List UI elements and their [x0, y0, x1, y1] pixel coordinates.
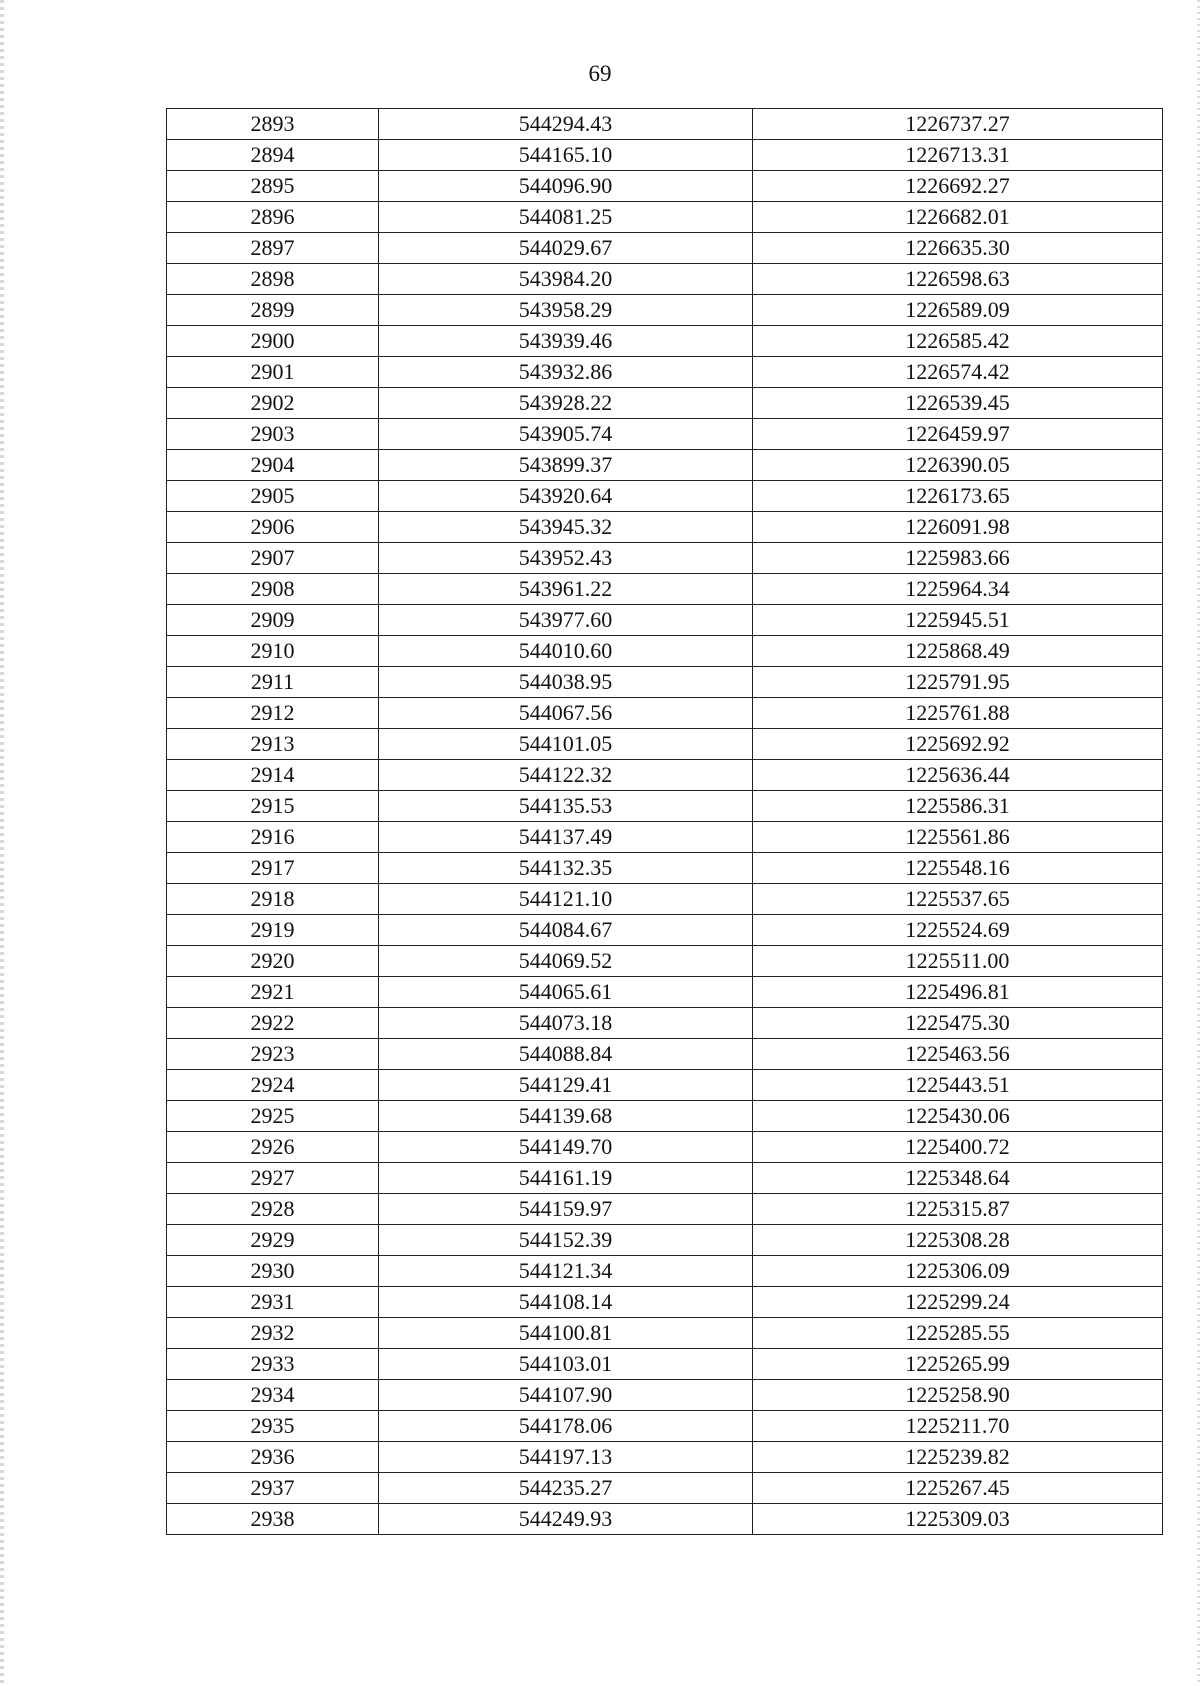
point-number-cell: 2896: [167, 202, 379, 233]
point-number-cell: 2905: [167, 481, 379, 512]
x-coordinate-cell: 544010.60: [379, 636, 753, 667]
table-row: [167, 357, 1163, 388]
point-number-cell: 2898: [167, 264, 379, 295]
table-row: [167, 109, 1163, 140]
x-coordinate-cell: 544294.43: [379, 109, 753, 140]
table-row: [167, 1163, 1163, 1194]
x-coordinate-cell: 544029.67: [379, 233, 753, 264]
point-number-cell: 2933: [167, 1349, 379, 1380]
x-coordinate-cell: 544103.01: [379, 1349, 753, 1380]
y-coordinate-cell: 1226737.27: [753, 109, 1163, 140]
point-number-cell: 2900: [167, 326, 379, 357]
table-row: [167, 202, 1163, 233]
table-row: [167, 1008, 1163, 1039]
x-coordinate-cell: 544152.39: [379, 1225, 753, 1256]
point-number-cell: 2902: [167, 388, 379, 419]
x-coordinate-cell: 544249.93: [379, 1504, 753, 1535]
table-row: [167, 388, 1163, 419]
y-coordinate-cell: 1225496.81: [753, 977, 1163, 1008]
point-number-cell: 2936: [167, 1442, 379, 1473]
x-coordinate-cell: 544132.35: [379, 853, 753, 884]
x-coordinate-cell: 543958.29: [379, 295, 753, 326]
x-coordinate-cell: 544108.14: [379, 1287, 753, 1318]
x-coordinate-cell: 543952.43: [379, 543, 753, 574]
point-number-cell: 2909: [167, 605, 379, 636]
y-coordinate-cell: 1225586.31: [753, 791, 1163, 822]
point-number-cell: 2897: [167, 233, 379, 264]
y-coordinate-cell: 1225299.24: [753, 1287, 1163, 1318]
x-coordinate-cell: 543920.64: [379, 481, 753, 512]
y-coordinate-cell: 1225430.06: [753, 1101, 1163, 1132]
table-row: [167, 729, 1163, 760]
point-number-cell: 2927: [167, 1163, 379, 1194]
point-number-cell: 2934: [167, 1380, 379, 1411]
table-row: [167, 1101, 1163, 1132]
y-coordinate-cell: 1225761.88: [753, 698, 1163, 729]
x-coordinate-cell: 544065.61: [379, 977, 753, 1008]
y-coordinate-cell: 1225983.66: [753, 543, 1163, 574]
x-coordinate-cell: 543984.20: [379, 264, 753, 295]
x-coordinate-cell: 544038.95: [379, 667, 753, 698]
x-coordinate-cell: 543928.22: [379, 388, 753, 419]
table-row: [167, 574, 1163, 605]
table-row: [167, 605, 1163, 636]
table-row: [167, 419, 1163, 450]
point-number-cell: 2895: [167, 171, 379, 202]
point-number-cell: 2931: [167, 1287, 379, 1318]
point-number-cell: 2924: [167, 1070, 379, 1101]
x-coordinate-cell: 544235.27: [379, 1473, 753, 1504]
y-coordinate-cell: 1225265.99: [753, 1349, 1163, 1380]
point-number-cell: 2915: [167, 791, 379, 822]
table-row: [167, 760, 1163, 791]
x-coordinate-cell: 544101.05: [379, 729, 753, 760]
y-coordinate-cell: 1225239.82: [753, 1442, 1163, 1473]
y-coordinate-cell: 1225463.56: [753, 1039, 1163, 1070]
x-coordinate-cell: 544121.34: [379, 1256, 753, 1287]
point-number-cell: 2912: [167, 698, 379, 729]
point-number-cell: 2918: [167, 884, 379, 915]
x-coordinate-cell: 544096.90: [379, 171, 753, 202]
table-row: [167, 1442, 1163, 1473]
y-coordinate-cell: 1226539.45: [753, 388, 1163, 419]
point-number-cell: 2907: [167, 543, 379, 574]
point-number-cell: 2899: [167, 295, 379, 326]
y-coordinate-cell: 1225348.64: [753, 1163, 1163, 1194]
point-number-cell: 2906: [167, 512, 379, 543]
x-coordinate-cell: 543939.46: [379, 326, 753, 357]
x-coordinate-cell: 544084.67: [379, 915, 753, 946]
y-coordinate-cell: 1226173.65: [753, 481, 1163, 512]
y-coordinate-cell: 1226692.27: [753, 171, 1163, 202]
y-coordinate-cell: 1225548.16: [753, 853, 1163, 884]
table-row: [167, 822, 1163, 853]
table-row: [167, 884, 1163, 915]
point-number-cell: 2908: [167, 574, 379, 605]
y-coordinate-cell: 1225964.34: [753, 574, 1163, 605]
x-coordinate-cell: 544069.52: [379, 946, 753, 977]
point-number-cell: 2926: [167, 1132, 379, 1163]
x-coordinate-cell: 544121.10: [379, 884, 753, 915]
coordinate-table-body: [167, 109, 1163, 1535]
page-number: 69: [588, 61, 612, 86]
x-coordinate-cell: 544137.49: [379, 822, 753, 853]
point-number-cell: 2913: [167, 729, 379, 760]
point-number-cell: 2920: [167, 946, 379, 977]
table-row: [167, 1504, 1163, 1535]
table-row: [167, 512, 1163, 543]
y-coordinate-cell: 1225315.87: [753, 1194, 1163, 1225]
y-coordinate-cell: 1225443.51: [753, 1070, 1163, 1101]
point-number-cell: 2937: [167, 1473, 379, 1504]
point-number-cell: 2922: [167, 1008, 379, 1039]
x-coordinate-cell: 544107.90: [379, 1380, 753, 1411]
y-coordinate-cell: 1226713.31: [753, 140, 1163, 171]
x-coordinate-cell: 544161.19: [379, 1163, 753, 1194]
table-row: [167, 450, 1163, 481]
x-coordinate-cell: 544067.56: [379, 698, 753, 729]
point-number-cell: 2903: [167, 419, 379, 450]
table-row: [167, 1039, 1163, 1070]
table-row: [167, 171, 1163, 202]
x-coordinate-cell: 544149.70: [379, 1132, 753, 1163]
y-coordinate-cell: 1225309.03: [753, 1504, 1163, 1535]
point-number-cell: 2904: [167, 450, 379, 481]
y-coordinate-cell: 1226574.42: [753, 357, 1163, 388]
table-row: [167, 853, 1163, 884]
y-coordinate-cell: 1225306.09: [753, 1256, 1163, 1287]
y-coordinate-cell: 1226390.05: [753, 450, 1163, 481]
x-coordinate-cell: 543932.86: [379, 357, 753, 388]
scan-edge-left: [0, 0, 4, 1686]
table-row: [167, 1132, 1163, 1163]
y-coordinate-cell: 1225400.72: [753, 1132, 1163, 1163]
table-row: [167, 946, 1163, 977]
table-row: [167, 1225, 1163, 1256]
x-coordinate-cell: 543977.60: [379, 605, 753, 636]
point-number-cell: 2901: [167, 357, 379, 388]
table-row: [167, 915, 1163, 946]
y-coordinate-cell: 1225524.69: [753, 915, 1163, 946]
table-row: [167, 233, 1163, 264]
y-coordinate-cell: 1225511.00: [753, 946, 1163, 977]
table-row: [167, 1070, 1163, 1101]
y-coordinate-cell: 1225692.92: [753, 729, 1163, 760]
point-number-cell: 2930: [167, 1256, 379, 1287]
x-coordinate-cell: 544139.68: [379, 1101, 753, 1132]
y-coordinate-cell: 1226635.30: [753, 233, 1163, 264]
y-coordinate-cell: 1226459.97: [753, 419, 1163, 450]
table-row: [167, 1473, 1163, 1504]
y-coordinate-cell: 1225537.65: [753, 884, 1163, 915]
y-coordinate-cell: 1225561.86: [753, 822, 1163, 853]
table-row: [167, 1349, 1163, 1380]
y-coordinate-cell: 1225791.95: [753, 667, 1163, 698]
table-row: [167, 1380, 1163, 1411]
y-coordinate-cell: 1225258.90: [753, 1380, 1163, 1411]
x-coordinate-cell: 544165.10: [379, 140, 753, 171]
x-coordinate-cell: 544100.81: [379, 1318, 753, 1349]
table-row: [167, 1256, 1163, 1287]
point-number-cell: 2919: [167, 915, 379, 946]
y-coordinate-cell: 1225211.70: [753, 1411, 1163, 1442]
y-coordinate-cell: 1226589.09: [753, 295, 1163, 326]
y-coordinate-cell: 1225636.44: [753, 760, 1163, 791]
y-coordinate-cell: 1225475.30: [753, 1008, 1163, 1039]
y-coordinate-cell: 1226598.63: [753, 264, 1163, 295]
y-coordinate-cell: 1225285.55: [753, 1318, 1163, 1349]
table-row: [167, 698, 1163, 729]
x-coordinate-cell: 544197.13: [379, 1442, 753, 1473]
table-row: [167, 1194, 1163, 1225]
table-row: [167, 1287, 1163, 1318]
point-number-cell: 2921: [167, 977, 379, 1008]
y-coordinate-cell: 1225308.28: [753, 1225, 1163, 1256]
point-number-cell: 2910: [167, 636, 379, 667]
table-row: [167, 264, 1163, 295]
x-coordinate-cell: 544178.06: [379, 1411, 753, 1442]
table-row: [167, 977, 1163, 1008]
point-number-cell: 2925: [167, 1101, 379, 1132]
point-number-cell: 2893: [167, 109, 379, 140]
x-coordinate-cell: 544122.32: [379, 760, 753, 791]
point-number-cell: 2911: [167, 667, 379, 698]
table-row: [167, 636, 1163, 667]
y-coordinate-cell: 1225945.51: [753, 605, 1163, 636]
point-number-cell: 2914: [167, 760, 379, 791]
point-number-cell: 2938: [167, 1504, 379, 1535]
point-number-cell: 2928: [167, 1194, 379, 1225]
point-number-cell: 2935: [167, 1411, 379, 1442]
table-row: [167, 667, 1163, 698]
point-number-cell: 2929: [167, 1225, 379, 1256]
x-coordinate-cell: 544073.18: [379, 1008, 753, 1039]
x-coordinate-cell: 544088.84: [379, 1039, 753, 1070]
table-row: [167, 791, 1163, 822]
table-row: [167, 1411, 1163, 1442]
coordinate-table: [166, 108, 1163, 1535]
table-row: [167, 326, 1163, 357]
table-row: [167, 295, 1163, 326]
y-coordinate-cell: 1225267.45: [753, 1473, 1163, 1504]
table-row: [167, 140, 1163, 171]
x-coordinate-cell: 543961.22: [379, 574, 753, 605]
table-row: [167, 481, 1163, 512]
point-number-cell: 2894: [167, 140, 379, 171]
x-coordinate-cell: 543945.32: [379, 512, 753, 543]
x-coordinate-cell: 544129.41: [379, 1070, 753, 1101]
y-coordinate-cell: 1226585.42: [753, 326, 1163, 357]
y-coordinate-cell: 1225868.49: [753, 636, 1163, 667]
table-row: [167, 543, 1163, 574]
x-coordinate-cell: 543899.37: [379, 450, 753, 481]
point-number-cell: 2932: [167, 1318, 379, 1349]
x-coordinate-cell: 544135.53: [379, 791, 753, 822]
x-coordinate-cell: 544159.97: [379, 1194, 753, 1225]
point-number-cell: 2916: [167, 822, 379, 853]
y-coordinate-cell: 1226091.98: [753, 512, 1163, 543]
point-number-cell: 2917: [167, 853, 379, 884]
table-row: [167, 1318, 1163, 1349]
x-coordinate-cell: 543905.74: [379, 419, 753, 450]
y-coordinate-cell: 1226682.01: [753, 202, 1163, 233]
x-coordinate-cell: 544081.25: [379, 202, 753, 233]
point-number-cell: 2923: [167, 1039, 379, 1070]
